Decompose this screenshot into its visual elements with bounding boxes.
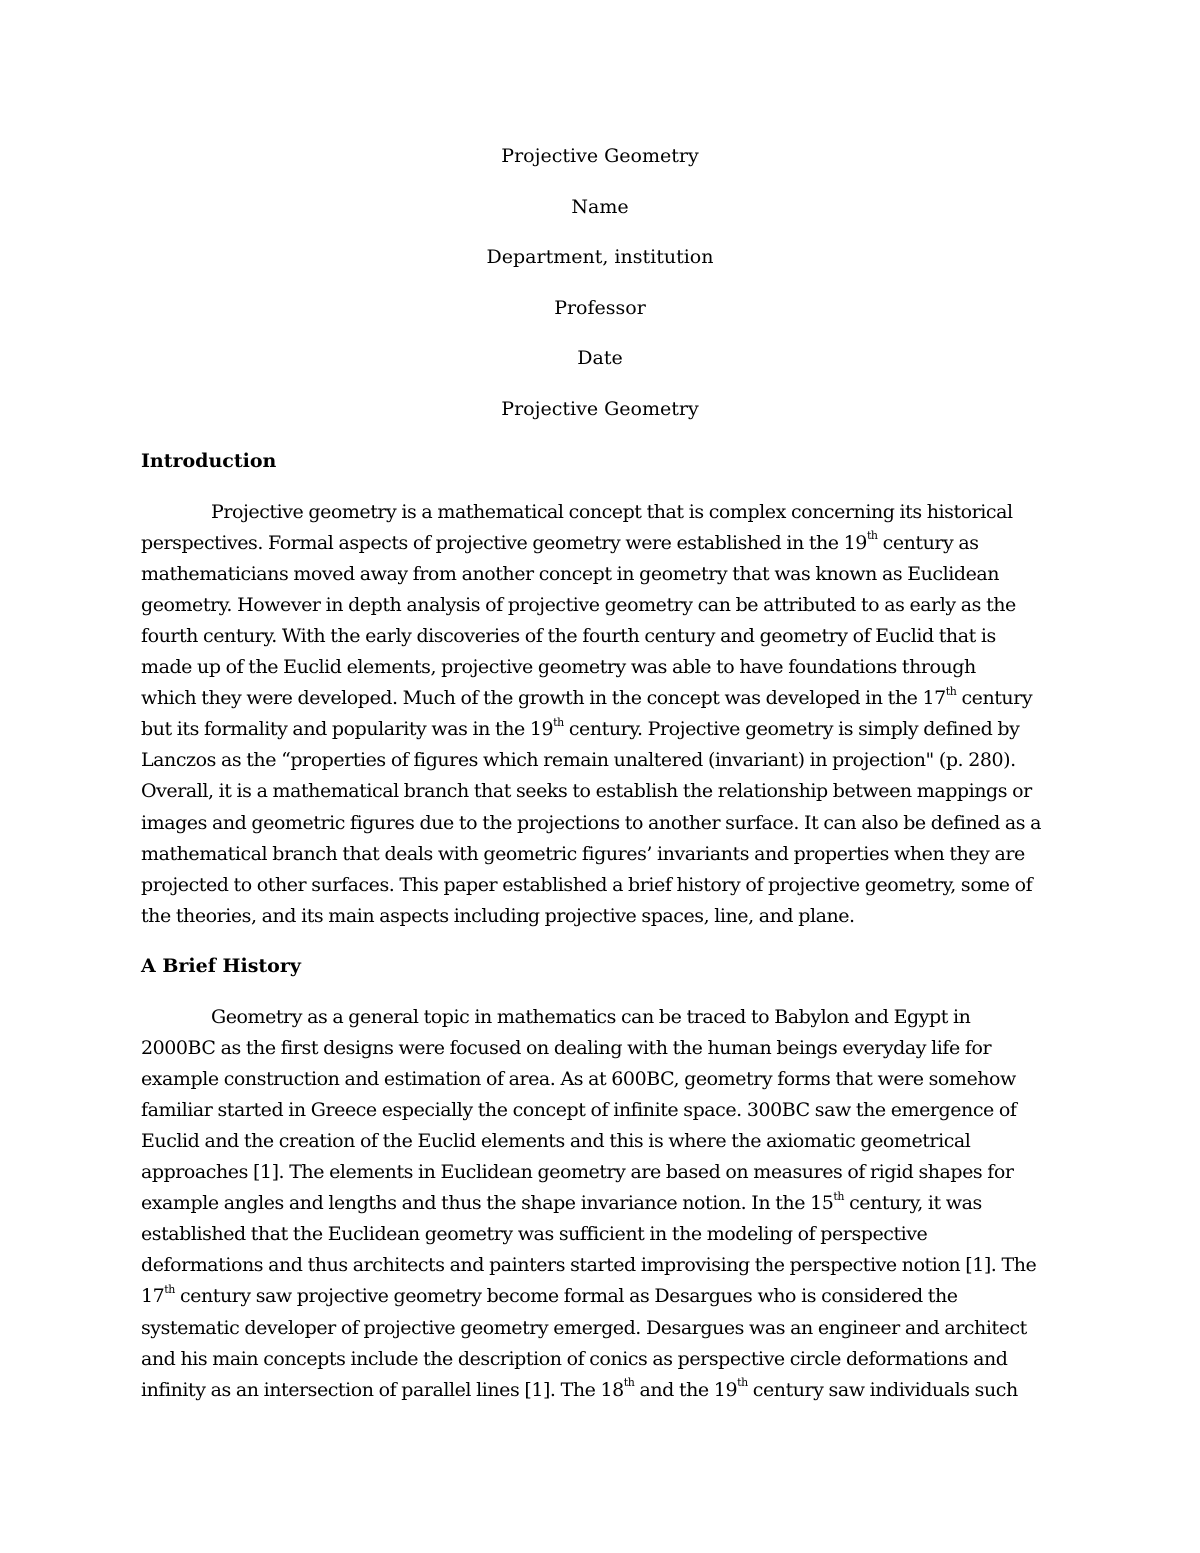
paragraph-line: example angles and lengths and thus the shape invariance notion. In the 15th century, it was [141, 1189, 982, 1215]
paper-title: Projective Geometry [501, 145, 699, 167]
paragraph-line: systematic developer of projective geometry emerged. Desargues was an engineer and architect [141, 1316, 1027, 1339]
brief-history-section [141, 951, 1061, 1406]
paragraph-line: infinity as an intersection of parallel lines [1]. The 18th and the 19th century saw individuals such [141, 1376, 1018, 1401]
paragraph-line: deformations and thus architects and painters started improvising the perspective notion [1]. The [141, 1254, 1037, 1277]
paragraph-line: familiar started in Greece especially the concept of infinite space. 300BC saw the emergence of [141, 1098, 1017, 1121]
paragraph-line: Overall, it is a mathematical branch that seeks to establish the relationship between mappings or [141, 780, 1032, 803]
date: Date [577, 347, 623, 370]
paragraph-line: Geometry as a general topic in mathematics can be traced to Babylon and Egypt in [211, 1005, 971, 1028]
paragraph-line: but its formality and popularity was in the 19th century. Projective geometry is simply defined by [141, 715, 1020, 741]
paragraph-line: mathematicians moved away from another concept in geometry that was known as Euclidean [141, 562, 1000, 585]
paragraph-line: geometry. However in depth analysis of projective geometry can be attributed to as early as the [141, 593, 1016, 616]
paragraph-line: example construction and estimation of area. As at 600BC, geometry forms that were somehow [141, 1067, 1016, 1090]
paragraph-line: the theories, and its main aspects including projective spaces, line, and plane. [141, 904, 855, 927]
paragraph-line: approaches [1]. The elements in Euclidean geometry are based on measures of rigid shapes for [141, 1161, 1014, 1184]
paragraph-line: 2000BC as the first designs were focused on dealing with the human beings everyday life for [141, 1036, 992, 1059]
paragraph-line: which they were developed. Much of the growth in the concept was developed in the 17th century [141, 684, 1033, 710]
paragraph-line: Lanczos as the “properties of figures which remain unaltered (invariant) in projection" (p. 280). [141, 749, 1016, 772]
introduction-paragraph [141, 497, 1061, 932]
paragraph-line: images and geometric figures due to the projections to another surface. It can also be defined as a [141, 811, 1042, 834]
introduction-heading: Introduction [141, 450, 277, 472]
brief-history-heading: A Brief History [141, 955, 301, 977]
paragraph-line: mathematical branch that deals with geometric figures’ invariants and properties when they are [141, 842, 1025, 865]
title-page-block [0, 141, 1200, 445]
brief-history-paragraph [141, 1002, 1061, 1406]
paragraph-line: projected to other surfaces. This paper established a brief history of projective geometry, some of [141, 873, 1033, 896]
paragraph-line: established that the Euclidean geometry was sufficient in the modeling of perspective [141, 1223, 928, 1246]
paragraph-line: Projective geometry is a mathematical concept that is complex concerning its historical [211, 500, 1013, 523]
paragraph-line: perspectives. Formal aspects of projective geometry were established in the 19th century as [141, 529, 979, 554]
paragraph-line: Euclid and the creation of the Euclid elements and this is where the axiomatic geometrical [141, 1129, 971, 1152]
professor: Professor [554, 296, 646, 319]
department-institution: Department, institution [486, 246, 714, 269]
paragraph-line: fourth century. With the early discoveries of the fourth century and geometry of Euclid that is [141, 624, 996, 647]
author-name: Name [571, 195, 629, 218]
paper-title-repeat: Projective Geometry [501, 397, 699, 420]
paragraph-line: and his main concepts include the description of conics as perspective circle deformations and [141, 1347, 1008, 1370]
paragraph-line: made up of the Euclid elements, projective geometry was able to have foundations through [141, 656, 976, 679]
introduction-section [141, 446, 1061, 932]
paragraph-line: 17th century saw projective geometry become formal as Desargues who is considered the [141, 1283, 958, 1308]
